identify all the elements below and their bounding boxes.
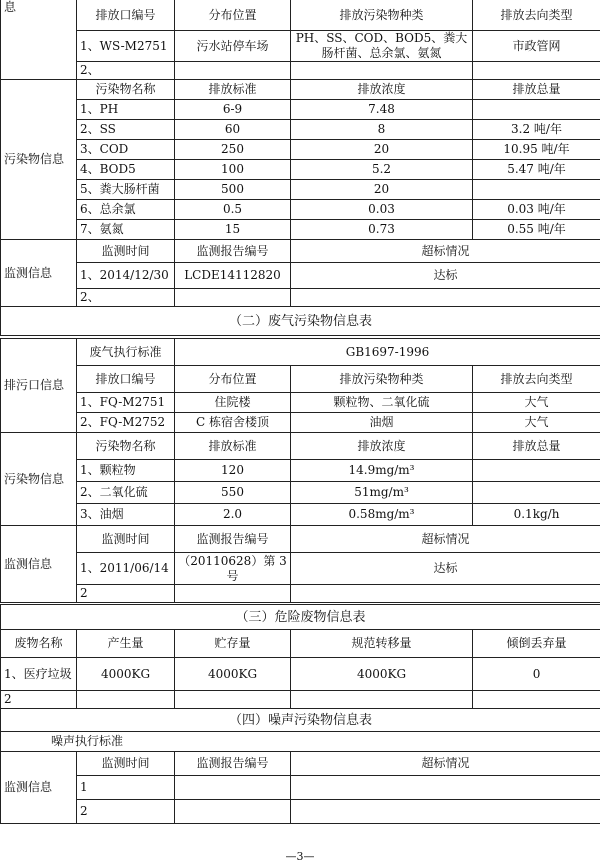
noise-pollutant-table <box>0 708 600 824</box>
monitor-status <box>291 585 600 603</box>
outlet-types <box>291 62 473 80</box>
table-row <box>1 62 600 80</box>
table-row <box>1 413 600 433</box>
pollutant-concentration: 0.73 <box>291 220 473 240</box>
pollutant-concentration: 0.58mg/m³ <box>291 504 473 526</box>
pollutant-standard: 2.0 <box>175 504 291 526</box>
noise-section-title: （四）噪声污染物信息表 <box>1 709 600 732</box>
table-row <box>1 460 600 482</box>
pollutant-standard: 0.5 <box>175 200 291 220</box>
header-exceed-status: 超标情况 <box>291 526 600 553</box>
pollutant-total <box>473 100 600 120</box>
table-row <box>1 100 600 120</box>
pollutant-name: 2、二氧化硫 <box>77 482 175 504</box>
pollutant-total <box>473 180 600 200</box>
monitor-time: 2 <box>77 585 175 603</box>
waste-name: 1、医疗垃圾 <box>1 658 77 691</box>
outlet-types: 油烟 <box>291 413 473 433</box>
table-row <box>1 482 600 504</box>
header-waste-name: 废物名称 <box>1 630 77 658</box>
noise-monitor-label: 监测信息 <box>1 752 77 824</box>
monitor-status <box>291 800 600 824</box>
waste-transferred: 4000KG <box>291 658 473 691</box>
air-pollutant-label: 污染物信息 <box>1 433 77 526</box>
monitor-report <box>175 289 291 307</box>
header-pollutant-name: 污染物名称 <box>77 80 175 100</box>
pollutant-standard: 120 <box>175 460 291 482</box>
table-row <box>1 658 600 691</box>
pollutant-standard: 15 <box>175 220 291 240</box>
air-monitor-label: 监测信息 <box>1 526 77 603</box>
monitor-report <box>175 800 291 824</box>
air-section-title: （二）废气污染物信息表 <box>1 307 600 336</box>
waste-name: 2 <box>1 691 77 709</box>
pollutant-total <box>473 460 600 482</box>
monitor-time: 1、2014/12/30 <box>77 263 175 289</box>
table-row <box>1 800 600 824</box>
pollutant-total: 0.1kg/h <box>473 504 600 526</box>
pollutant-name: 1、PH <box>77 100 175 120</box>
pollutant-name: 2、SS <box>77 120 175 140</box>
outlet-destination <box>473 62 600 80</box>
pollutant-name: 7、氨氮 <box>77 220 175 240</box>
pollutant-total: 10.95 吨/年 <box>473 140 600 160</box>
table-row <box>1 263 600 289</box>
pollutant-concentration: 5.2 <box>291 160 473 180</box>
pollutant-concentration: 51mg/m³ <box>291 482 473 504</box>
header-location: 分布位置 <box>175 366 291 393</box>
monitor-time: 1、2011/06/14 <box>77 553 175 585</box>
table-row <box>1 140 600 160</box>
pollutant-name: 6、总余氯 <box>77 200 175 220</box>
pollutant-concentration: 0.03 <box>291 200 473 220</box>
monitor-report: LCDE14112820 <box>175 263 291 289</box>
table-row <box>1 31 600 62</box>
header-destination: 排放去向类型 <box>473 366 600 393</box>
header-dumped: 倾倒丢弃量 <box>473 630 600 658</box>
waste-dumped <box>473 691 600 709</box>
water-outlet-label: 息 <box>1 0 77 80</box>
table-row <box>1 120 600 140</box>
pollutant-name: 4、BOD5 <box>77 160 175 180</box>
header-outlet-id: 排放口编号 <box>77 0 175 31</box>
header-transferred: 规范转移量 <box>291 630 473 658</box>
pollutant-name: 1、颗粒物 <box>77 460 175 482</box>
table-row <box>1 691 600 709</box>
waste-stored <box>175 691 291 709</box>
header-concentration: 排放浓度 <box>291 80 473 100</box>
air-pollutant-table <box>0 338 600 603</box>
pollutant-name: 3、COD <box>77 140 175 160</box>
outlet-location: 污水站停车场 <box>175 31 291 62</box>
pollutant-total <box>473 482 600 504</box>
monitor-report <box>175 585 291 603</box>
outlet-location <box>175 62 291 80</box>
header-report-id: 监测报告编号 <box>175 526 291 553</box>
monitor-report <box>175 776 291 800</box>
monitor-time: 2、 <box>77 289 175 307</box>
header-destination: 排放去向类型 <box>473 0 600 31</box>
pollutant-concentration: 20 <box>291 140 473 160</box>
air-standard-label: 废气执行标准 <box>77 339 175 366</box>
monitor-status <box>291 289 600 307</box>
water-pollutant-table <box>0 0 600 336</box>
waste-produced <box>77 691 175 709</box>
header-produced: 产生量 <box>77 630 175 658</box>
outlet-types: 颗粒物、二氧化硫 <box>291 393 473 413</box>
table-row <box>1 200 600 220</box>
pollutant-standard: 250 <box>175 140 291 160</box>
water-monitor-label: 监测信息 <box>1 240 77 307</box>
table-row <box>1 220 600 240</box>
header-report-id: 监测报告编号 <box>175 240 291 263</box>
hazard-waste-table <box>0 604 600 709</box>
waste-produced: 4000KG <box>77 658 175 691</box>
pollutant-standard: 6-9 <box>175 100 291 120</box>
air-standard-value: GB1697-1996 <box>175 339 600 366</box>
header-stored: 贮存量 <box>175 630 291 658</box>
table-row <box>1 585 600 603</box>
outlet-location: C 栋宿舍楼顶 <box>175 413 291 433</box>
header-total: 排放总量 <box>473 80 600 100</box>
pollutant-total: 0.03 吨/年 <box>473 200 600 220</box>
outlet-destination: 大气 <box>473 393 600 413</box>
header-total: 排放总量 <box>473 433 600 460</box>
header-pollutant-name: 污染物名称 <box>77 433 175 460</box>
pollutant-concentration: 7.48 <box>291 100 473 120</box>
header-monitor-time: 监测时间 <box>77 526 175 553</box>
noise-standard-label: 噪声执行标准 <box>1 732 600 752</box>
pollutant-concentration: 20 <box>291 180 473 200</box>
outlet-id: 2、FQ-M2752 <box>77 413 175 433</box>
pollutant-standard: 500 <box>175 180 291 200</box>
waste-transferred <box>291 691 473 709</box>
table-row <box>1 289 600 307</box>
outlet-types: PH、SS、COD、BOD5、粪大肠杆菌、总余氯、氨氮 <box>291 31 473 62</box>
pollutant-total: 3.2 吨/年 <box>473 120 600 140</box>
header-monitor-time: 监测时间 <box>77 752 175 776</box>
header-pollutant-types: 排放污染物种类 <box>291 0 473 31</box>
pollutant-concentration: 14.9mg/m³ <box>291 460 473 482</box>
table-row <box>1 504 600 526</box>
air-outlet-label: 排污口信息 <box>1 339 77 433</box>
table-row <box>1 393 600 413</box>
outlet-destination: 市政管网 <box>473 31 600 62</box>
header-monitor-time: 监测时间 <box>77 240 175 263</box>
monitor-time: 1 <box>77 776 175 800</box>
pollutant-standard: 100 <box>175 160 291 180</box>
pollutant-standard: 60 <box>175 120 291 140</box>
hazard-section-title: （三）危险废物信息表 <box>1 605 600 630</box>
pollutant-total: 0.55 吨/年 <box>473 220 600 240</box>
header-location: 分布位置 <box>175 0 291 31</box>
pollutant-name: 3、油烟 <box>77 504 175 526</box>
header-concentration: 排放浓度 <box>291 433 473 460</box>
table-row <box>1 180 600 200</box>
header-standard: 排放标准 <box>175 80 291 100</box>
pollutant-total: 5.47 吨/年 <box>473 160 600 180</box>
table-row <box>1 553 600 585</box>
outlet-location: 住院楼 <box>175 393 291 413</box>
table-row <box>1 776 600 800</box>
header-report-id: 监测报告编号 <box>175 752 291 776</box>
outlet-id: 2、 <box>77 62 175 80</box>
outlet-id: 1、WS-M2751 <box>77 31 175 62</box>
header-outlet-id: 排放口编号 <box>77 366 175 393</box>
monitor-time: 2 <box>77 800 175 824</box>
outlet-id: 1、FQ-M2751 <box>77 393 175 413</box>
waste-dumped: 0 <box>473 658 600 691</box>
monitor-status: 达标 <box>291 263 600 289</box>
water-pollutant-label: 污染物信息 <box>1 80 77 240</box>
waste-stored: 4000KG <box>175 658 291 691</box>
monitor-report: （20110628）第 3 号 <box>175 553 291 585</box>
monitor-status <box>291 776 600 800</box>
header-exceed-status: 超标情况 <box>291 240 600 263</box>
table-row <box>1 160 600 180</box>
header-pollutant-types: 排放污染物种类 <box>291 366 473 393</box>
header-standard: 排放标准 <box>175 433 291 460</box>
monitor-status: 达标 <box>291 553 600 585</box>
pollutant-name: 5、粪大肠杆菌 <box>77 180 175 200</box>
pollutant-concentration: 8 <box>291 120 473 140</box>
outlet-destination: 大气 <box>473 413 600 433</box>
header-exceed-status: 超标情况 <box>291 752 600 776</box>
page-number: —3— <box>285 850 315 863</box>
pollutant-standard: 550 <box>175 482 291 504</box>
